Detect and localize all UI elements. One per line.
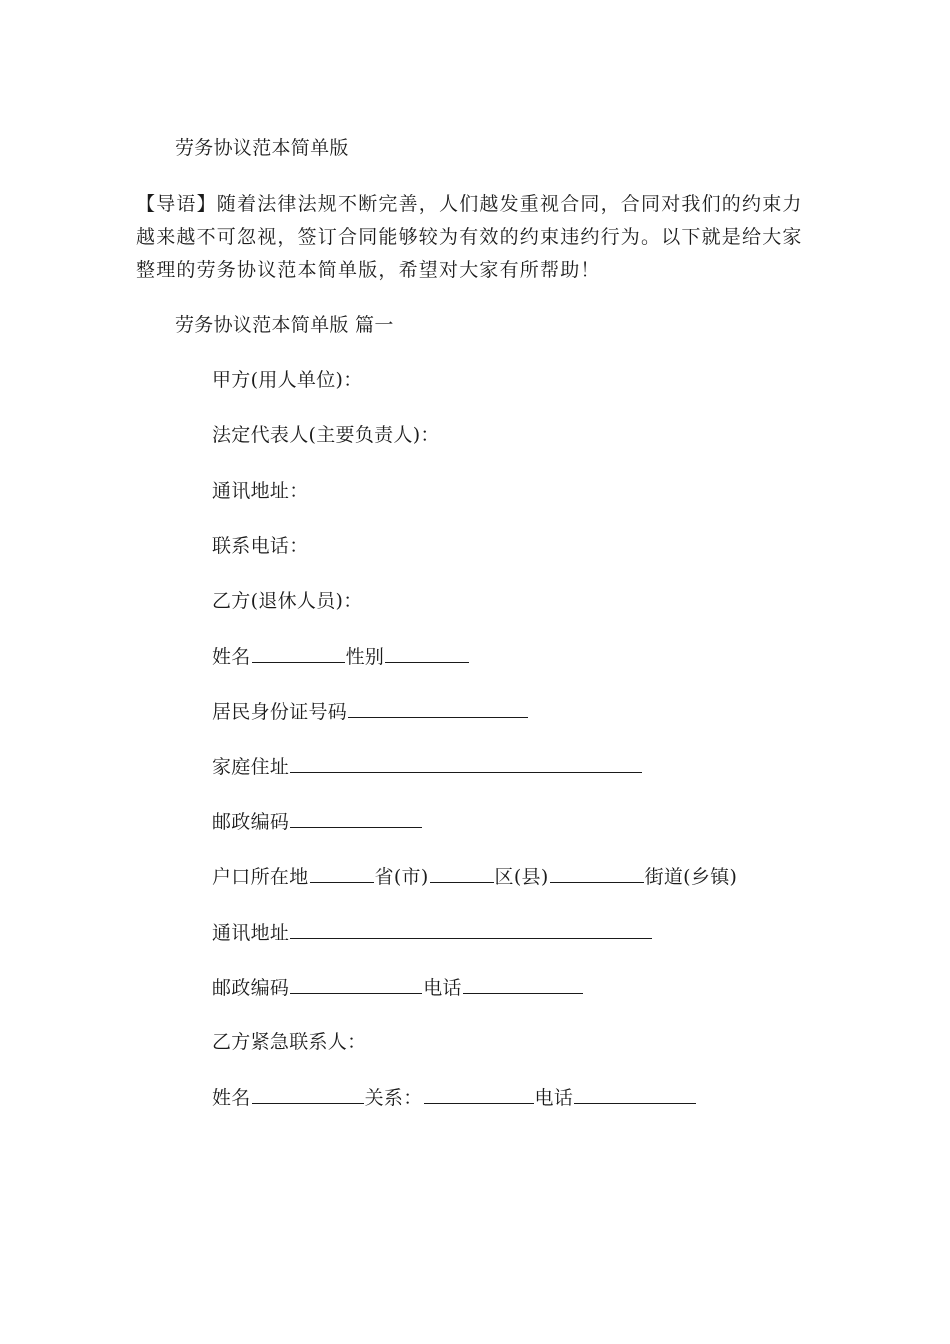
postcode2-blank[interactable] — [290, 975, 422, 994]
phone-label: 电话 — [423, 977, 462, 999]
party-b-label: 乙方(退休人员)： — [212, 590, 363, 612]
mail-address-label: 通讯地址 — [212, 922, 290, 944]
emergency-label: 乙方紧急联系人： — [212, 1031, 367, 1053]
province-blank[interactable] — [310, 864, 374, 883]
party-b-mail-row — [212, 920, 653, 945]
district-blank[interactable] — [430, 864, 494, 883]
home-address-blank[interactable] — [290, 754, 642, 773]
mail-address-blank[interactable] — [290, 920, 652, 939]
emergency-name-label: 姓名 — [212, 1087, 251, 1109]
phone-blank[interactable] — [463, 975, 583, 994]
party-a-address: 通讯地址： — [212, 480, 309, 502]
party-b-id-row — [212, 699, 529, 724]
home-address-label: 家庭住址 — [212, 756, 290, 778]
gender-label: 性别 — [345, 646, 385, 668]
party-b-contact-row — [212, 975, 584, 1000]
postcode-blank[interactable] — [290, 809, 422, 828]
id-number-label: 居民身份证号码 — [212, 701, 348, 723]
postcode-label: 邮政编码 — [212, 811, 290, 833]
emergency-relation-label: 关系： — [364, 1087, 423, 1109]
emergency-phone-label: 电话 — [534, 1087, 574, 1109]
district-label: 区(县) — [494, 866, 549, 888]
section-title: 劳务协议范本简单版 篇一 — [175, 314, 394, 336]
party-a-phone: 联系电话： — [212, 535, 309, 557]
party-a-label: 甲方(用人单位)： — [212, 369, 363, 391]
postcode2-label: 邮政编码 — [212, 977, 290, 999]
document-title: 劳务协议范本简单版 — [175, 137, 349, 159]
party-b-postcode-row — [212, 809, 423, 834]
emergency-phone-blank[interactable] — [574, 1085, 696, 1104]
party-b-hukou-row — [212, 864, 737, 889]
street-label: 街道(乡镇) — [644, 866, 738, 888]
street-blank[interactable] — [550, 864, 644, 883]
province-label: 省(市) — [374, 866, 429, 888]
gender-blank[interactable] — [385, 644, 469, 663]
id-number-blank[interactable] — [348, 699, 528, 718]
party-b-home-row — [212, 754, 643, 779]
hukou-label: 户口所在地 — [212, 866, 309, 888]
emergency-name-blank[interactable] — [252, 1085, 364, 1104]
emergency-row — [212, 1085, 697, 1110]
intro-paragraph: 【导语】随着法律法规不断完善，人们越发重视合同，合同对我们的约束力越来越不可忽视，签订合同能够较为有效的约束违约行为。以下就是给大家整理的劳务协议范本简单版，希望对大家有所帮助！ — [136, 193, 803, 281]
party-a-legal-rep: 法定代表人(主要负责人)： — [212, 424, 440, 446]
name-blank[interactable] — [252, 644, 345, 663]
party-b-name-row — [212, 644, 470, 669]
name-label: 姓名 — [212, 646, 251, 668]
emergency-relation-blank[interactable] — [424, 1085, 534, 1104]
